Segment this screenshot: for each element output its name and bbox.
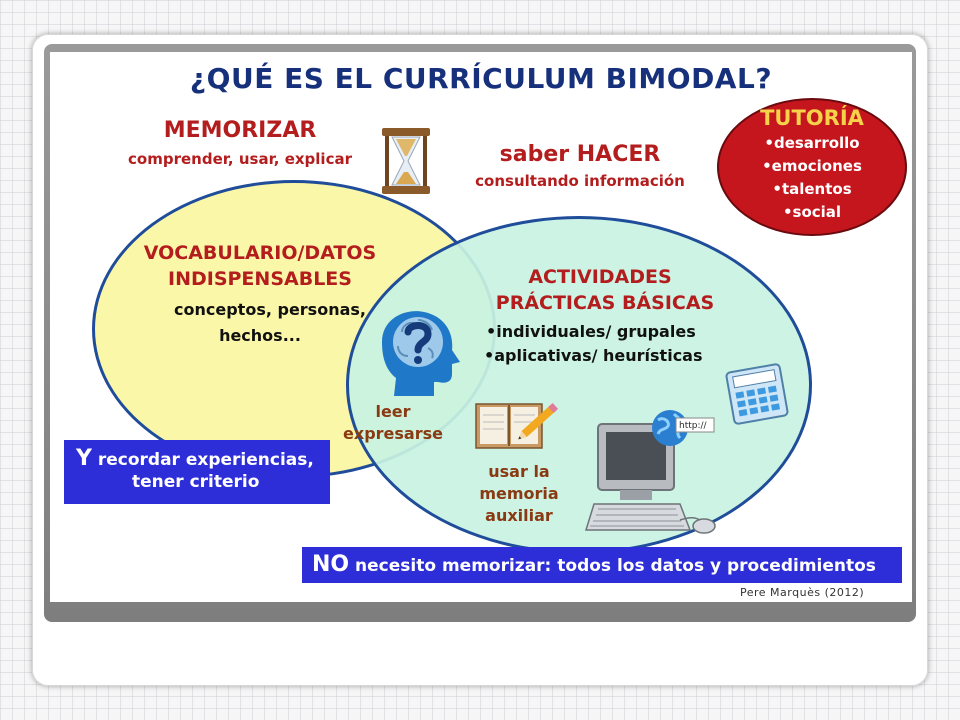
- notebook-pencil-icon: [472, 390, 564, 452]
- calculator-icon: [722, 362, 792, 426]
- tutoria-list: [719, 132, 905, 224]
- no-word: NO: [312, 552, 350, 577]
- tutoria-circle: [717, 98, 907, 236]
- indispensables-line: INDISPENSABLES: [168, 268, 352, 290]
- diagram-canvas: [50, 52, 912, 602]
- tutoria-item: •desarrollo: [764, 134, 860, 152]
- saber-hacer-subheading: consultando información: [475, 172, 685, 190]
- tutoria-heading: TUTORÍA: [760, 106, 864, 130]
- conceptos-line: conceptos, personas,: [174, 300, 366, 319]
- individuales-bullet: •individuales/ grupales: [486, 322, 696, 341]
- usar-la-label: usar la: [488, 462, 550, 481]
- recordar-box: [64, 440, 330, 504]
- hourglass-icon: [378, 126, 434, 196]
- practicas-basicas-line: PRÁCTICAS BÁSICAS: [495, 292, 715, 314]
- hechos-line: hechos...: [219, 326, 301, 345]
- recordar-text: recordar experiencias,: [91, 450, 314, 470]
- actividades-line: ACTIVIDADES: [528, 266, 672, 288]
- leer-label: leer: [375, 402, 411, 421]
- computer-globe-icon: [584, 408, 724, 544]
- author-credit: Pere Marquès (2012): [740, 586, 865, 599]
- aplicativas-bullet: •aplicativas/ heurísticas: [484, 346, 703, 365]
- memorizar-heading: MEMORIZAR: [163, 118, 317, 143]
- memoria-label: memoria: [479, 484, 559, 503]
- diagram-title: ¿QUÉ ES EL CURRÍCULUM BIMODAL?: [189, 62, 773, 95]
- recordar-letter: Y: [76, 446, 92, 471]
- globe-label: http://: [679, 421, 707, 431]
- tutoria-item: •social: [782, 203, 842, 221]
- no-memorizar-text: necesito memorizar: todos los datos y procedimientos: [349, 556, 876, 576]
- recordar-line: [76, 448, 330, 471]
- saber-hacer-heading: saber HACER: [499, 142, 661, 167]
- tutoria-item: •emociones: [762, 157, 862, 175]
- expresarse-label: expresarse: [343, 424, 443, 443]
- criterio-line: tener criterio: [132, 472, 260, 492]
- vocabulario-line: VOCABULARIO/DATOS: [143, 242, 377, 264]
- auxiliar-label: auxiliar: [485, 506, 553, 525]
- no-memorizar-box: [302, 547, 902, 583]
- head-question-icon: [368, 302, 464, 398]
- tutoria-item: •talentos: [772, 180, 852, 198]
- memorizar-subheading: comprender, usar, explicar: [128, 150, 352, 168]
